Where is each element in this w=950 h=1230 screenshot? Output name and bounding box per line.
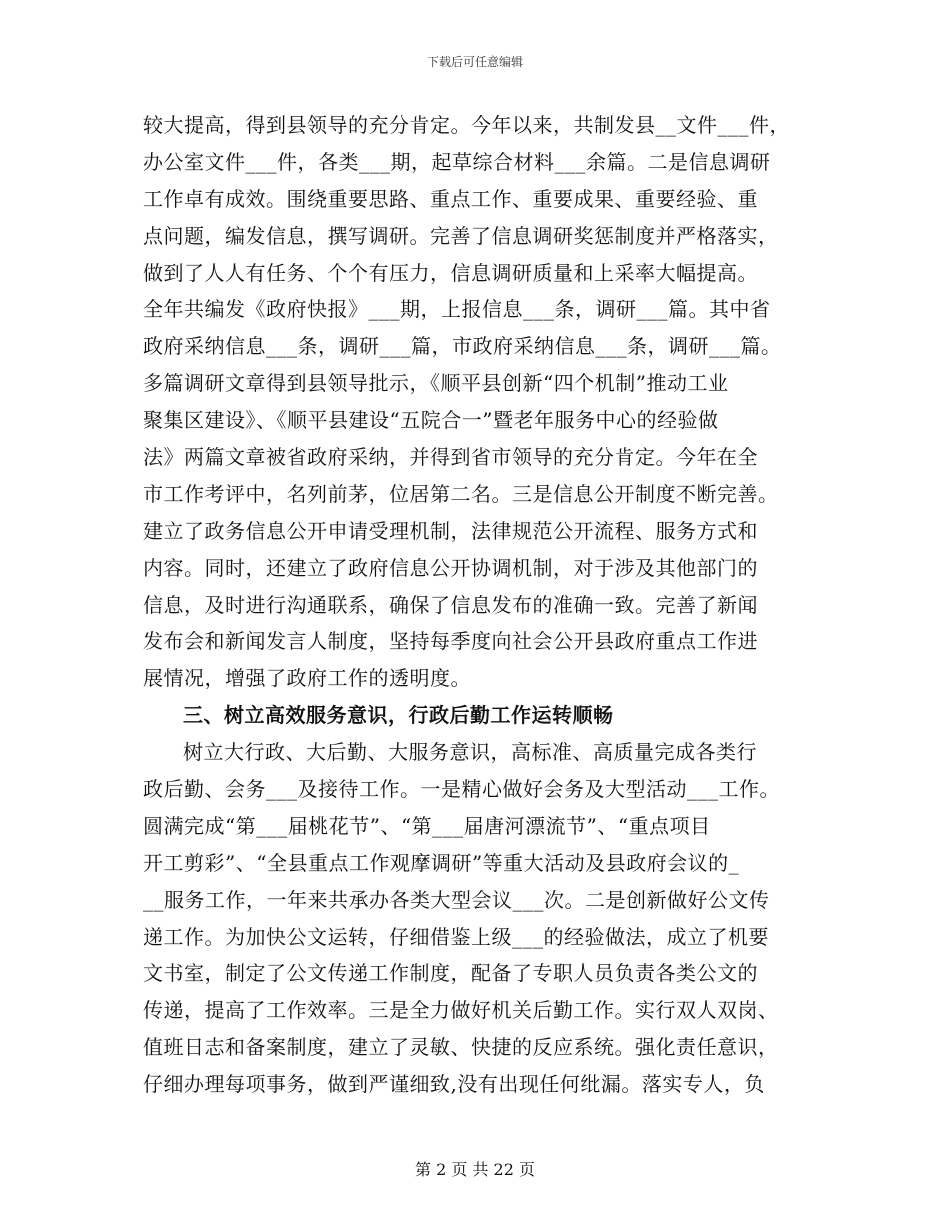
body-line: 仔细办理每项事务，做到严谨细致,没有出现任何纰漏。落实专人，负 [143, 1072, 765, 1097]
body-line: 办公室文件___件，各类___期，起草综合材料___余篇。二是信息调研 [143, 149, 771, 174]
body-line: 法》两篇文章被省政府采纳，并得到省市领导的充分肯定。今年在全 [143, 445, 758, 470]
body-line: 点问题，编发信息，撰写调研。完善了信息调研奖惩制度并严格落实， [143, 223, 779, 248]
body-line: 发布会和新闻发言人制度，坚持每季度向社会公开县政府重点工作进 [143, 629, 758, 654]
body-line: 展情况，增强了政府工作的透明度。 [143, 666, 471, 691]
body-line: 全年共编发《政府快报》___期，上报信息___条，调研___篇。其中省 [143, 297, 771, 322]
body-line: 树立大行政、大后勤、大服务意识，高标准、高质量完成各类行 [183, 740, 757, 765]
section-heading: 三、树立高效服务意识，行政后勤工作运转顺畅 [183, 703, 614, 728]
body-line: 做到了人人有任务、个个有压力，信息调研质量和上采率大幅提高。 [143, 260, 758, 285]
body-line: 工作卓有成效。围绕重要思路、重点工作、重要成果、重要经验、重 [143, 186, 758, 211]
body-line: 值班日志和备案制度，建立了灵敏、快捷的反应系统。强化责任意识， [143, 1035, 779, 1060]
body-line: 较大提高，得到县领导的充分肯定。今年以来，共制发县__文件___件， [143, 113, 790, 137]
body-line: 圆满完成“第___届桃花节”、“第___届唐河漂流节”、“重点项目 [143, 813, 711, 838]
body-line: 政府采纳信息___条，调研___篇，市政府采纳信息___条，调研___篇。 [143, 334, 782, 359]
body-line: 递工作。为加快公文运转，仔细借鉴上级___的经验做法，成立了机要 [143, 924, 769, 949]
body-line: 文书室，制定了公文传递工作制度，配备了专职人员负责各类公文的 [143, 961, 758, 986]
body-line: 信息，及时进行沟通联系，确保了信息发布的准确一致。完善了新闻 [143, 592, 758, 617]
body-line: 政后勤、会务___及接待工作。一是精心做好会务及大型活动___工作。 [143, 777, 780, 802]
page-footer: 第 2 页 共 22 页 [415, 1160, 535, 1179]
body-line: 多篇调研文章得到县领导批示，《顺平县创新“四个机制”推动工业 [143, 371, 729, 396]
body-line: 聚集区建设》、《顺平县建设“五院合一”暨老年服务中心的经验做 [143, 408, 719, 433]
body-line: 内容。同时，还建立了政府信息公开协调机制，对于涉及其他部门的 [143, 555, 758, 580]
body-line: __服务工作，一年来共承办各类大型会议___次。二是创新做好公文传 [143, 887, 770, 912]
body-line: 传递，提高了工作效率。三是全力做好机关后勤工作。实行双人双岗、 [143, 998, 779, 1023]
body-line: 市工作考评中，名列前茅，位居第二名。三是信息公开制度不断完善。 [143, 481, 779, 506]
body-line: 开工剪彩”、“全县重点工作观摩调研”等重大活动及县政府会议的_ [143, 850, 740, 875]
page-header: 下载后可任意编辑 [426, 55, 523, 69]
document-body [143, 107, 807, 1103]
body-line: 建立了政务信息公开申请受理机制，法律规范公开流程、服务方式和 [143, 518, 758, 543]
